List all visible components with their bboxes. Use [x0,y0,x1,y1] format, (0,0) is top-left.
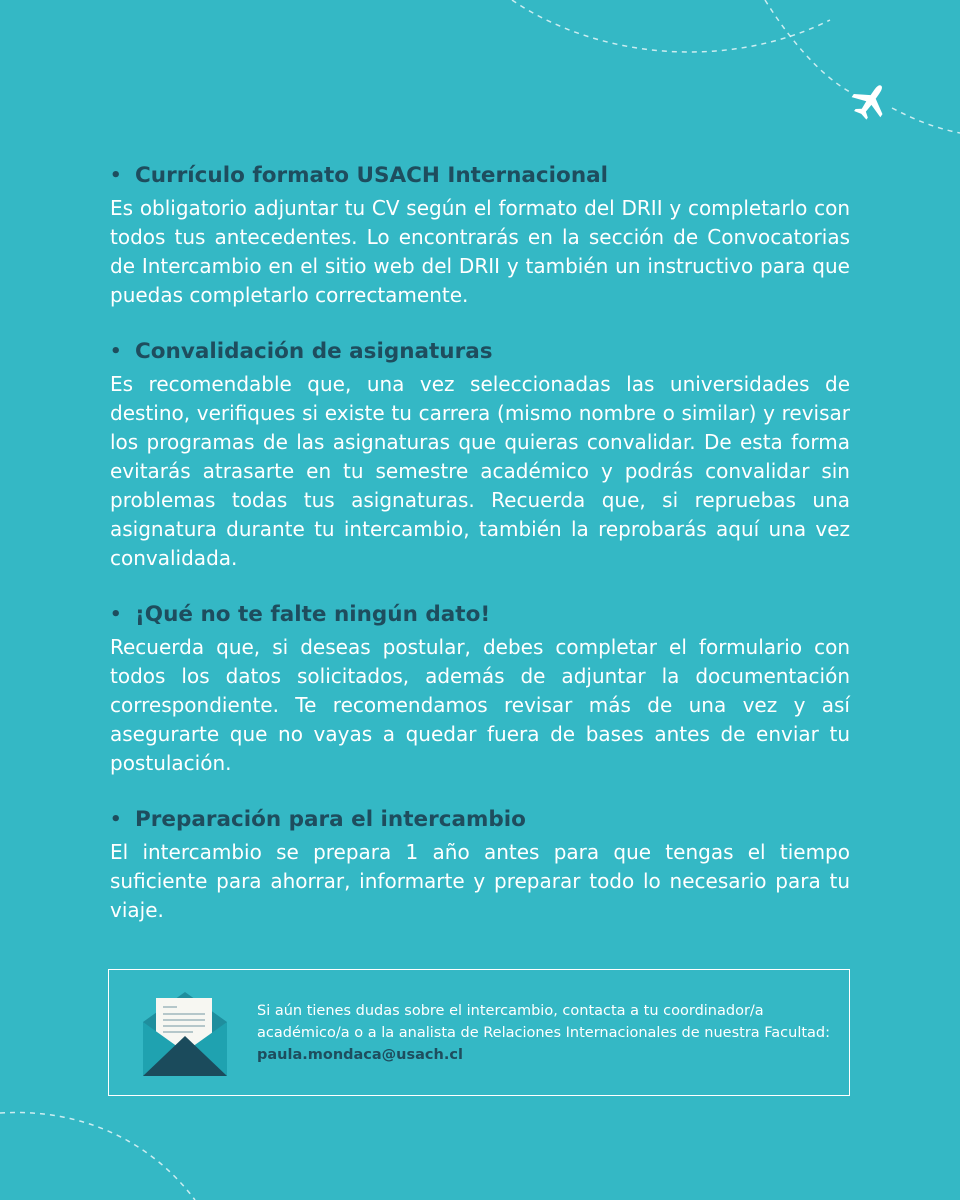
contact-box [108,969,850,1096]
flight-path-bottom [0,1112,195,1200]
section-text: Recuerda que, si deseas postular, debes completar el formulario con todos los datos solicitados, además de adjuntar la documentación correspondiente. Te recomendamos revisar más de una vez y así asegurarte que no vayas a quedar fuera de bases antes de enviar tu postulación. [110,635,850,775]
bullet-icon: • [110,808,122,830]
section-convalidation [110,334,850,573]
info-content [110,158,850,949]
contact-message [257,1000,832,1066]
section-preparation [110,802,850,925]
section-text: El intercambio se prepara 1 año antes para que tengas el tiempo suficiente para ahorrar, informarte y preparar todo lo necesario para tu viaje. [110,840,850,922]
section-title: Currículo formato USACH Internacional [135,162,608,188]
envelope-icon [143,992,227,1078]
bullet-icon: • [110,340,122,362]
contact-text: Si aún tienes dudas sobre el intercambio, contacta a tu coordinador/a académico/a o a la analista de Relaciones Internacionales de nuestra Facultad: [257,1003,831,1041]
section-title: ¡Qué no te falte ningún dato! [135,601,491,627]
section-text: Es recomendable que, una vez seleccionadas las universidades de destino, verifiques si existe tu carrera (mismo nombre o similar) y revisar los programas de las asignaturas que quieras convalidar. De esta forma evitarás atrasarte en tu semestre académico y podrás convalidar sin problemas todas tus asignaturas. Recuerda que, si repruebas una asignatura durante tu intercambio, también la reprobarás aquí una vez convalidada. [110,372,850,570]
airplane-icon [846,76,895,126]
section-title: Convalidación de asignaturas [135,338,493,364]
section-curriculum [110,158,850,310]
section-title: Preparación para el intercambio [135,806,526,832]
bullet-icon: • [110,603,122,625]
section-text: Es obligatorio adjuntar tu CV según el formato del DRII y completarlo con todos tus antecedentes. Lo encontrarás en la sección de Convocatorias de Intercambio en el sitio web del DRII y también un instructivo para que puedas completarlo correctamente. [110,196,850,307]
section-data-check [110,597,850,778]
bullet-icon: • [110,164,122,186]
contact-email[interactable]: paula.mondaca@usach.cl [257,1047,463,1063]
